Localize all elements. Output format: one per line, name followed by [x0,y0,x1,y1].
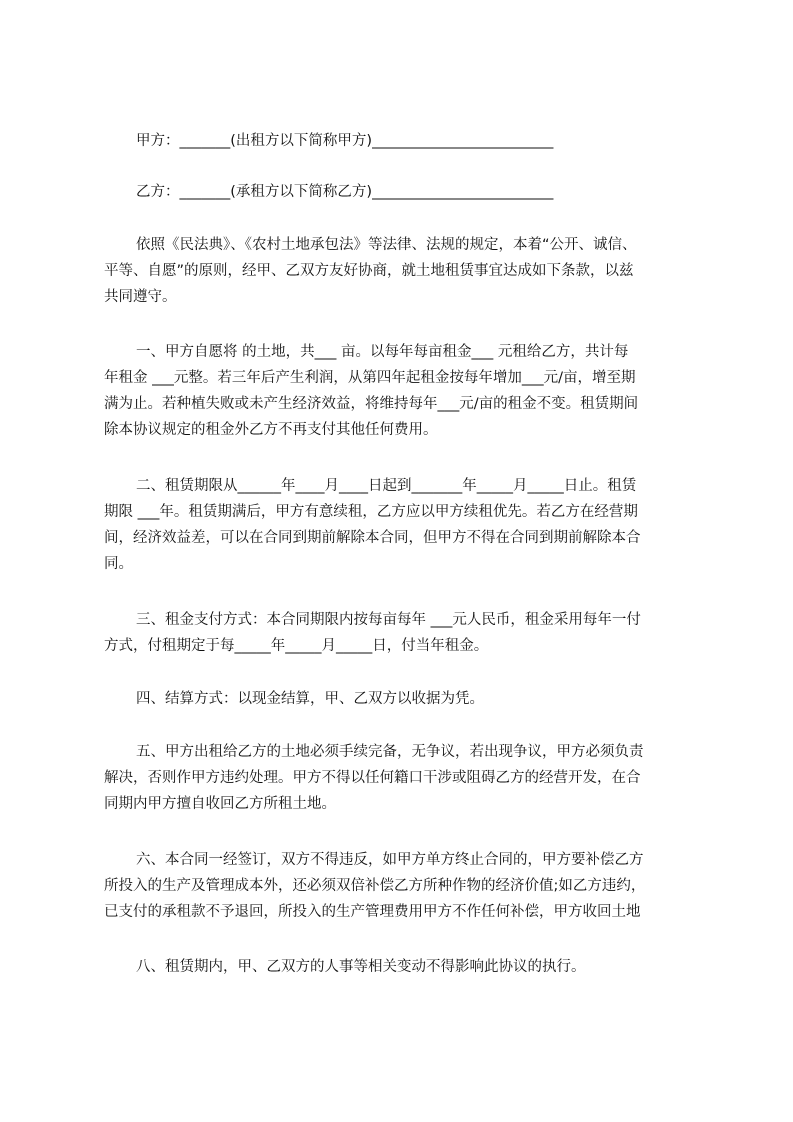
party-b-line [104,179,732,205]
clause-6-line: 所投入的生产及管理成本外，还必须双倍补偿乙方所种作物的经济价值;如乙方违约， [104,878,646,894]
intro-line: 平等、自愿”的原则，经甲、乙双方友好协商，就土地租赁事宜达成如下条款，以兹 [104,263,634,279]
party-b-text: 乙方：_______(承租方以下简称乙方)_________________________ [136,184,554,200]
clause-5-line: 五、甲方出租给乙方的土地必须手续完备，无争议，若出现争议，甲方必须负责 [136,744,644,760]
party-a-line [104,128,732,154]
clause-1-line: 一、甲方自愿将 的土地，共___ 亩。以每年每亩租金___ 元租给乙方，共计每 [136,344,629,360]
clause-1-paragraph [104,339,700,443]
clause-2-line: 同。 [104,556,133,572]
clause-3-paragraph [104,607,700,659]
clause-8-paragraph [104,954,732,980]
clause-5-paragraph [104,739,700,817]
clause-2-paragraph [104,473,700,577]
clause-6-line: 已支付的承租款不予退回，所投入的生产管理费用甲方不作任何补偿，甲方收回土地 [104,904,641,920]
clause-5-line: 同期内甲方擅自收回乙方所租土地。 [104,796,336,812]
intro-line: 共同遵守。 [104,289,177,305]
clause-3-line: 方式，付租期定于每_____年_____月_____日，付当年租金。 [104,638,489,654]
clause-6-line: 六、本合同一经签订，双方不得违反，如甲方单方终止合同的，甲方要补偿乙方 [136,852,644,868]
clause-1-line: 除本协议规定的租金外乙方不再支付其他任何费用。 [104,422,438,438]
intro-paragraph [104,232,700,310]
intro-line: 依照《民法典》、《农村土地承包法》等法律、法规的规定，本着“公开、诚信、 [136,237,637,253]
party-a-text: 甲方：_______(出租方以下简称甲方)_________________________ [136,133,554,149]
clause-4-paragraph [104,686,732,712]
clause-2-line: 二、租赁期限从______年____月____日起到_______年_____月_____日止。租赁 [136,478,637,494]
clause-8-line: 八、租赁期内，甲、乙双方的人事等相关变动不得影响此协议的执行。 [136,959,586,975]
clause-5-line: 解决，否则作甲方违约处理。甲方不得以任何籍口干涉或阻碍乙方的经营开发，在合 [104,770,641,786]
clause-3-line: 三、租金支付方式：本合同期限内按每亩每年 ___元人民币，租金采用每年一付 [136,612,641,628]
clause-6-paragraph [104,847,700,925]
clause-1-line: 年租金 ___元整。若三年后产生利润，从第四年起租金按每年增加___元/亩，增至期 [104,370,636,386]
clause-4-line: 四、结算方式：以现金结算，甲、乙双方以收据为凭。 [136,691,484,707]
clause-1-line: 满为止。若种植失败或未产生经济效益，将维持每年___元/亩的租金不变。租赁期间 [104,396,639,412]
clause-2-line: 间，经济效益差，可以在合同到期前解除本合同，但甲方不得在合同到期前解除本合 [104,530,641,546]
clause-2-line: 期限 ___年。租赁期满后，甲方有意续租，乙方应以甲方续租优先。若乙方在经营期 [104,504,638,520]
